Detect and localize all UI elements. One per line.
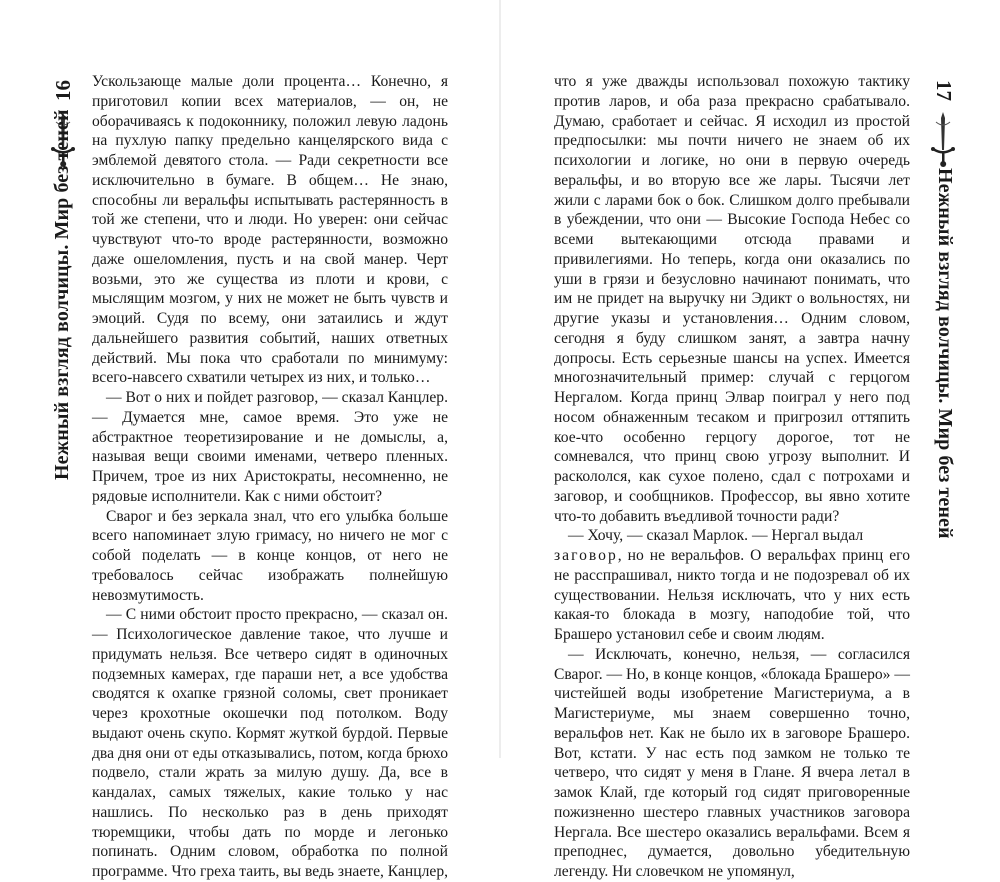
- page-text: [554, 72, 910, 882]
- paragraph: — Исключать, конечно, нельзя, — согласился Сварог. — Но, в конце концов, «блокада Брашеро» — чистейшей воды изобретение Магистериума, а в Магистериуме, мы знаем совершенно точно, веральфов нет. Как не было их в заговоре Брашеро. Вот, кстати. У нас есть под замком не только те четверо, что сидят у меня в Глане. Я вчера летал в замок Клай, где который год сидят приговоренные пожизненно шестеро главных участников заговора Нергала. Все шестеро оказались веральфами. Всем я преподнес, думается, довольно убедительную легенду. Ни словечком не упомянул,: [554, 645, 910, 880]
- paragraph-text: — Хочу, — сказал Марлок. — Нергал выдал: [568, 527, 864, 545]
- running-head-text: Нежный взгляд волчицы. Мир без теней: [934, 168, 956, 539]
- page-number-text: 17: [931, 79, 956, 101]
- paragraph: Ускользающе малые доли процента… Конечно, я приготовил копии всех материалов, — он, не оборачиваясь к подоконнику, положил левую ладонь на пухлую папку предельно канцелярского вида с эмблемой девятого стола. — Ради секретности все исключительно в бумаге. В общем… Не знаю, способны ли веральфы испытывать растерянность в той же степени, что и люди. Но уверен: они сейчас чувствуют что-то вроде растерянности, возможно даже ошеломления, пусть и на свой манер. Черт возьми, это же существа из плоти и крови, с мыслящим мозгом, у них не может не быть чувств и эмоций. Судя по всему, они затаились и ждут дальнейшего развития событий, наших ответных действий. Мы пока что сработали по минимуму: всего-навсего схватили четырех из них, и только…: [92, 73, 448, 387]
- right-margin: [918, 0, 968, 758]
- paragraph: Сварог и без зеркала знал, что его улыбка больше всего напоминает злую гримасу, но ничего не мог с собой поделать — в конце концов, от него не требовалось сейчас изображать полнейшую невозмутимость.: [92, 507, 448, 604]
- running-head-text: Нежный взгляд волчицы. Мир без теней: [51, 109, 73, 480]
- page-number-text: 16: [50, 79, 75, 101]
- sword-ornament-icon: [928, 110, 958, 170]
- paragraph-text: , но не веральфов. О веральфах принц его не расспрашивал, никто тогда и не подозревал об их существовании. Нельзя исключать, что у них есть какая-то блокада в мозгу, наподобие той, что Брашеро установил себе и своим людям.: [554, 547, 910, 643]
- page-text: [92, 72, 448, 882]
- spaced-word: заговор: [554, 547, 618, 564]
- paragraph: что я уже дважды использовал похожую тактику против ларов, и оба раза прекрасно срабатывало. Думаю, сработает и сейчас. Я исходил из простой предпосылки: мы почти ничего не знаем об их психологии и логике, но они в первую очередь веральфы, и во вторую все же лары. Тысячи лет жили с ларами бок о бок. Слишком долго пребывали в убеждении, что они — Высокие Господа Небес со всеми вытекающими отсюда правами и привилегиями. Но теперь, когда они оказались по уши в грязи и безусловно начинают понимать, что им не придет на выручку ни Эдикт о вольностях, ни другие указы и установления… Одним словом, сегодня я буду слишком занят, а завтра начну допросы. Есть серьезные шансы на успех. Имеется многозначительный пример: случай с герцогом Нергалом. Когда принц Элвар поиграл у него под носом обнаженным тесаком и пригрозил оттяпить кое-что особенно герцогу дорогое, тот не сомневался, что принц свою угрозу выполнит. И раскололся, как сухое полено, сдал с потрохами и заговор, и сообщников. Профессор, вы явно хотите что-то добавить въедливой точности ради?: [554, 73, 910, 525]
- left-margin: [38, 0, 88, 758]
- left-page: [0, 0, 500, 880]
- paragraph: — С ними обстоит просто прекрасно, — сказал он. — Психологическое давление такое, что лучше и придумать нельзя. Все четверо сидят в одиночных подземных камерах, где параши нет, а все удобства сводятся к охапке грязной соломы, свет проникает через крохотные окошечки под потолком. Воду выдают очень скупо. Кормят жуткой бурдой. Первые два дня они от еды отказывались, потом, когда брюхо подвело, стали жрать за милую душу. Да, все в кандалах, самых тяжелых, какие только у нас нашлись. По несколько раз в день приходят тюремщики, чтобы дать по морде и легонько попинать. Одним словом, обработка по полной программе. Что греха таить, вы ведь знаете, Канцлер,: [92, 606, 449, 880]
- page-number: [38, 70, 88, 110]
- paragraph: [554, 526, 910, 645]
- paragraph: — Вот о них и пойдет разговор, — сказал Канцлер. — Думается мне, самое время. Это уже не абстрактное теоретизирование и не домыслы, а, называя вещи своими именами, четверо пленных. Причем, трое из них Аристократы, несомненно, не рядовые исполнители. Как с ними обстоит?: [92, 389, 448, 505]
- right-page: [500, 0, 1000, 880]
- page-number: [918, 70, 968, 110]
